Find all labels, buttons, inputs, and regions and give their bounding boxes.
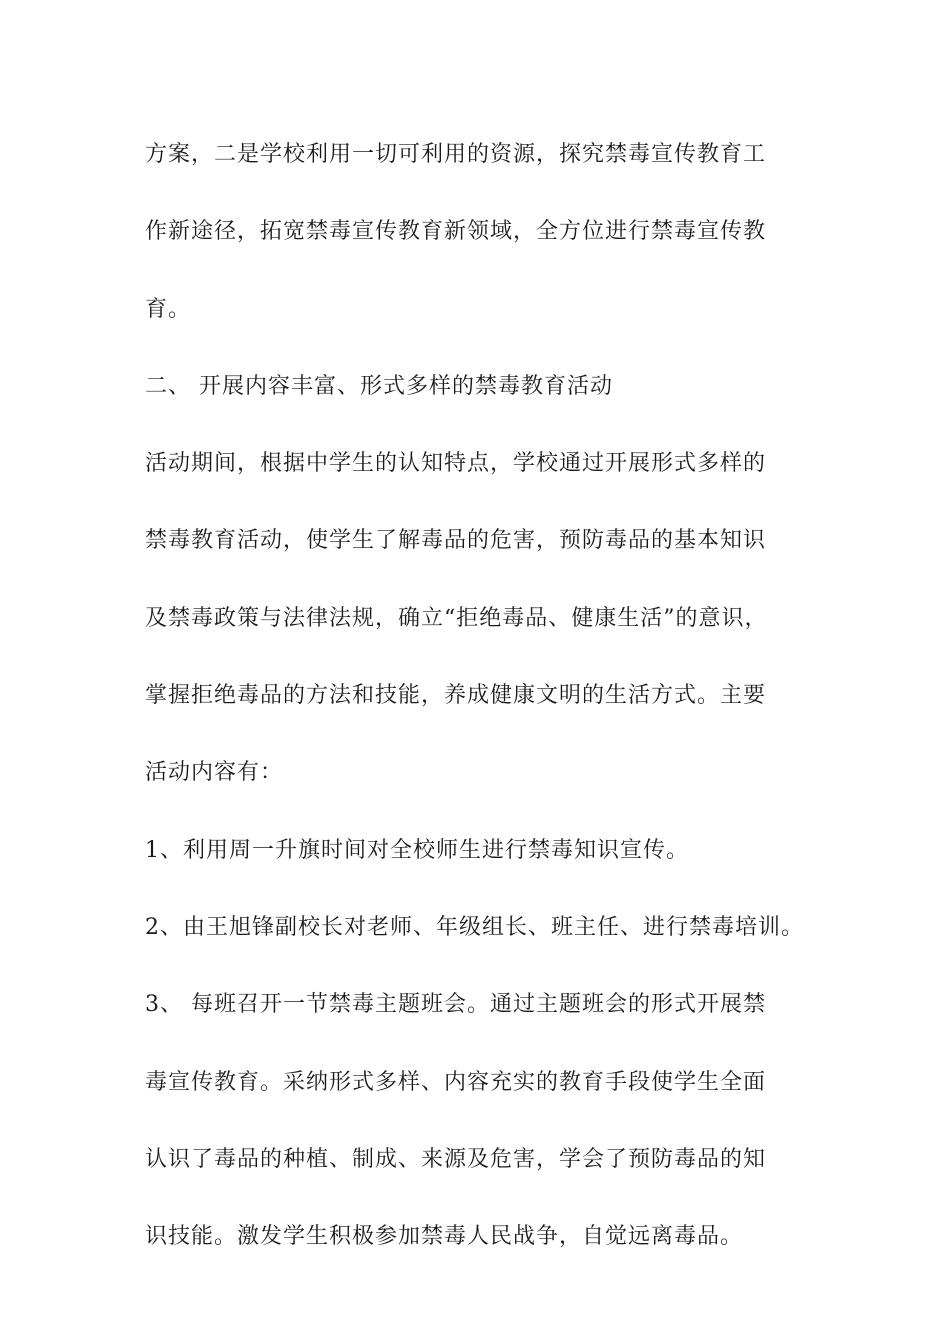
- text-line: 方案，二是学校利用一切可利用的资源，探究禁毒宣传教育工: [145, 142, 767, 167]
- text-line: 活动期间，根据中学生的认知特点，学校通过开展形式多样的: [145, 451, 767, 477]
- text-line: 禁毒教育活动，使学生了解毒品的危害，预防毒品的基本知识: [145, 528, 767, 554]
- text-line: 育。: [145, 296, 192, 322]
- text-line: 识技能。激发学生积极参加禁毒人民战争，自觉远离毒品。: [145, 1224, 744, 1250]
- text-line: 掌握拒绝毒品的方法和技能，养成健康文明的生活方式。主要: [145, 683, 767, 709]
- text-line: 认识了毒品的种植、制成、来源及危害，学会了预防毒品的知: [145, 1146, 767, 1172]
- text-line: 活动内容有：: [145, 760, 284, 786]
- document-body: [145, 132, 845, 1291]
- text-line: 及禁毒政策与法律法规，确立“拒绝毒品、健康生活”的意识，: [145, 605, 768, 631]
- text-line: 作新途径，拓宽禁毒宣传教育新领域，全方位进行禁毒宣传教: [145, 219, 767, 245]
- list-item: 1、利用周一升旗时间对全校师生进行禁毒知识宣传。: [145, 837, 689, 863]
- section-heading: 二、 开展内容丰富、形式多样的禁毒教育活动: [145, 373, 613, 399]
- list-item: 2、由王旭锋副校长对老师、年级组长、班主任、进行禁毒培训。: [145, 914, 804, 940]
- text-line: 毒宣传教育。采纳形式多样、内容充实的教育手段使学生全面: [145, 1069, 767, 1095]
- list-item: 3、 每班召开一节禁毒主题班会。通过主题班会的形式开展禁: [145, 992, 766, 1018]
